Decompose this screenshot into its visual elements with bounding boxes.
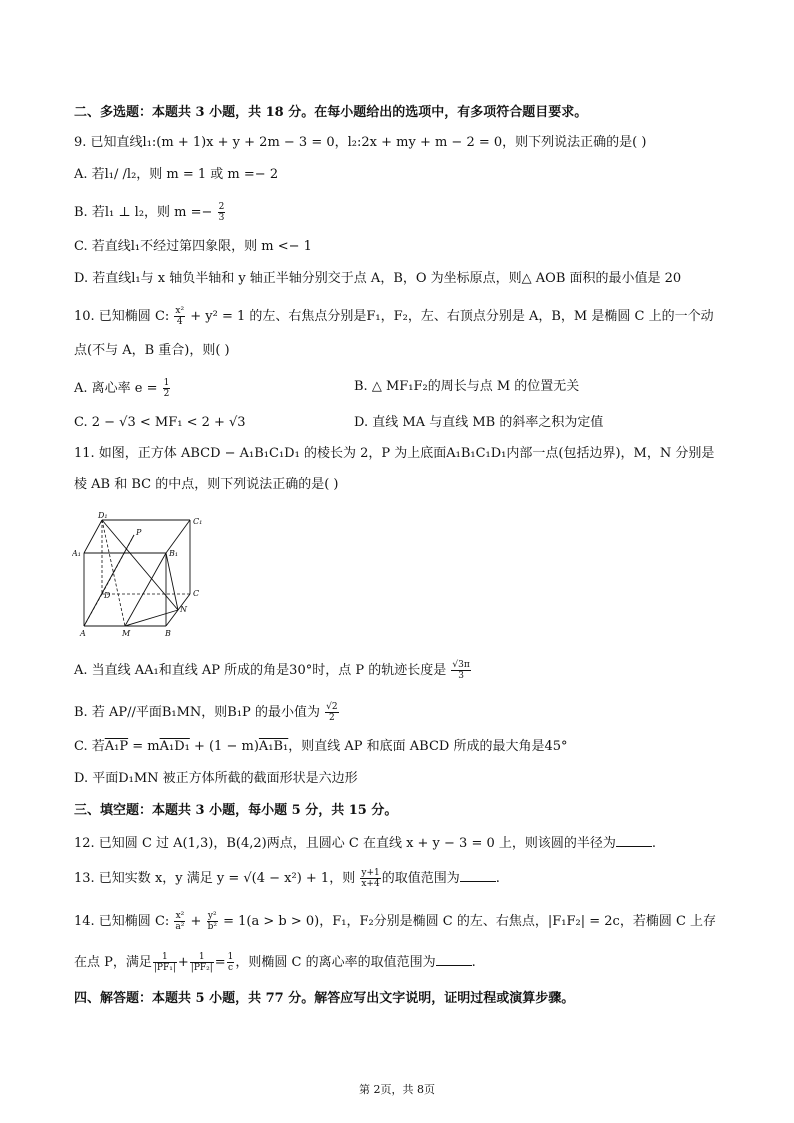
- q11-option-b-text: B. 若 AP//平面B₁MN，则B₁P 的最小值为: [74, 705, 320, 720]
- q10-option-c: C. 2 − √3 < MF₁ < 2 + √3: [74, 415, 246, 430]
- q11-option-c-mid1: = m: [128, 739, 160, 754]
- fraction-numerator: x²: [175, 306, 185, 316]
- edge-d1a1: [84, 520, 102, 553]
- vector-a1p: A₁P: [104, 739, 129, 754]
- fraction-denominator: |PF₂|: [190, 963, 213, 973]
- fraction-denominator: a²: [175, 922, 185, 932]
- q11-stem-line2: 棱 AB 和 BC 的中点，则下列说法正确的是( ): [74, 477, 339, 492]
- segment-b1n: [166, 553, 178, 610]
- label-b: B: [165, 629, 171, 638]
- fraction-numerator: √3π: [452, 660, 470, 670]
- fraction-numerator: 2: [218, 202, 225, 212]
- q10-option-b: B. △ MF₁F₂的周长与点 M 的位置无关: [354, 379, 580, 394]
- section4-heading: 四、解答题：本题共 5 小题，共 77 分。解答应写出文字说明，证明过程或演算步骤。: [74, 991, 575, 1006]
- q11-stem-line1: 11. 如图，正方体 ABCD − A₁B₁C₁D₁ 的棱长为 2，P 为上底面A₁B₁C₁D₁内部一点(包括边界)，M，N 分别是: [74, 446, 715, 461]
- answer-blank: [460, 869, 496, 882]
- q10-option-a-text: A. 离心率 e =: [74, 381, 158, 396]
- q9-option-b-fraction: [218, 202, 226, 223]
- fraction-denominator: 2: [163, 389, 170, 399]
- q10-option-a: [74, 378, 171, 399]
- q11-option-c-post: ，则直线 AP 和底面 ABCD 所成的最大角是45°: [288, 739, 568, 754]
- q11-option-a-fraction: [451, 660, 470, 681]
- q13-end: .: [495, 871, 500, 886]
- vector-a1d1: A₁D₁: [159, 739, 190, 754]
- q14-fraction-pf1: [153, 952, 177, 973]
- answer-blank: [436, 953, 472, 966]
- q10-stem: [74, 306, 714, 327]
- q14-line1: [74, 911, 716, 932]
- q9-option-b: [74, 202, 226, 223]
- q14-end: .: [471, 955, 476, 970]
- q10-option-d: D. 直线 MA 与直线 MB 的斜率之积为定值: [354, 415, 604, 430]
- fraction-numerator: 1: [190, 952, 214, 963]
- label-p: P: [136, 528, 142, 537]
- q13-fraction: [360, 868, 380, 889]
- q9-option-d: D. 若直线l₁与 x 轴负半轴和 y 轴正半轴分别交于点 A，B，O 为坐标原点，则△ AOB 面积的最小值是 20: [74, 271, 682, 286]
- fraction-denominator: x+4: [361, 879, 380, 889]
- fraction-denominator: b²: [207, 922, 217, 932]
- q14-eq: =: [214, 955, 226, 970]
- cube-figure: [72, 512, 212, 640]
- fraction-denominator: |PF₁|: [153, 963, 176, 973]
- label-d1: D₁: [98, 512, 108, 520]
- q9-stem: 9. 已知直线l₁:(m + 1)x + y + 2m − 3 = 0，l₂:2x + my + m − 2 = 0，则下列说法正确的是( ): [74, 135, 647, 150]
- q10-option-a-fraction: [163, 378, 171, 399]
- q14-fraction-c: [227, 952, 235, 973]
- q11-option-c-pre: C. 若: [74, 739, 105, 754]
- q11-option-c-mid2: + (1 − m): [189, 739, 259, 754]
- q14-pre: 14. 已知椭圆 C:: [74, 914, 170, 929]
- fraction-denominator: 4: [176, 317, 183, 327]
- q11-option-a: [74, 660, 472, 681]
- label-c1: C₁: [193, 517, 203, 526]
- q14-post: = 1(a > b > 0)，F₁，F₂分别是椭圆 C 的左、右焦点，|F₁F₂| = 2c，若椭圆 C 上存: [223, 914, 717, 929]
- q14-plus: +: [190, 914, 202, 929]
- q9-option-b-text: B. 若l₁ ⊥ l₂，则 m =−: [74, 205, 213, 220]
- q10-stem-line2: 点(不与 A，B 重合)，则( ): [74, 343, 230, 358]
- q11-option-d: D. 平面D₁MN 被正方体所截的截面形状是六边形: [74, 771, 358, 786]
- q11-option-a-text: A. 当直线 AA₁和直线 AP 所成的角是30°时，点 P 的轨迹长度是: [74, 663, 447, 678]
- q12: [74, 834, 656, 853]
- q13-post: 的取值范围为: [381, 871, 460, 886]
- q14-line2-pre: 在点 P，满足: [74, 955, 152, 970]
- q12-end: .: [651, 836, 657, 851]
- page-footer: 第 2页，共 8页: [359, 1083, 435, 1096]
- label-a: A: [80, 629, 86, 638]
- q10-stem-pre: 10. 已知椭圆 C:: [74, 309, 170, 324]
- fraction-denominator: 3: [458, 671, 464, 681]
- label-d: D: [104, 591, 111, 600]
- section3-heading: 三、填空题：本题共 3 小题，每小题 5 分，共 15 分。: [74, 803, 398, 818]
- fraction-numerator: 1: [163, 378, 170, 388]
- fraction-denominator: 3: [218, 213, 225, 223]
- label-c: C: [193, 589, 200, 598]
- q14-fraction-x: [174, 911, 185, 932]
- q11-option-b-fraction: [325, 702, 338, 723]
- fraction-numerator: y+1: [361, 868, 380, 878]
- fraction-numerator: 1: [153, 952, 177, 963]
- q13: [74, 868, 500, 889]
- q13-pre: 13. 已知实数 x，y 满足 y = √(4 − x²) + 1，则: [74, 871, 356, 886]
- label-n: N: [180, 605, 187, 614]
- label-m: M: [122, 629, 131, 638]
- fraction-numerator: 1: [227, 952, 234, 962]
- answer-blank: [616, 834, 652, 847]
- fraction-numerator: √2: [326, 702, 338, 712]
- q14-line2: 在点 P，满足 $\frac{1}{\text{|PF₁|}}$ + $\frac{1}{\text{|PF₂|}}$ = $\frac{1}{c}$ ，则椭圆 C 的离心率的取值范围为 .: [74, 952, 476, 973]
- vector-a1b1: A₁B₁: [258, 739, 289, 754]
- q10-stem-fraction: [174, 306, 185, 327]
- q14-fraction-pf2: [190, 952, 214, 973]
- q9-option-c: C. 若直线l₁不经过第四象限，则 m <− 1: [74, 239, 312, 254]
- fraction-denominator: c: [228, 963, 234, 973]
- q12-text: 12. 已知圆 C 过 A(1,3)，B(4,2)两点，且圆心 C 在直线 x + y − 3 = 0 上，则该圆的半径为: [74, 836, 616, 851]
- label-a1: A₁: [72, 549, 81, 558]
- label-b1: B₁: [169, 549, 179, 558]
- fraction-numerator: x²: [175, 911, 185, 921]
- section2-heading: 二、多选题：本题共 3 小题，共 18 分。在每小题给出的选项中，有多项符合题目要求。: [74, 105, 588, 120]
- q10-stem-post: + y² = 1 的左、右焦点分别是F₁，F₂，左、右顶点分别是 A，B，M 是椭圆 C 上的一个动: [190, 309, 714, 324]
- q9-option-a: A. 若l₁/ /l₂，则 m = 1 或 m =− 2: [74, 167, 279, 182]
- q14-line2-post: ，则椭圆 C 的离心率的取值范围为: [235, 955, 436, 970]
- q11-option-c: [74, 738, 568, 756]
- fraction-denominator: 2: [328, 713, 335, 723]
- q11-option-b: [74, 702, 340, 723]
- q14-fraction-y: [207, 911, 218, 932]
- fraction-numerator: y²: [207, 911, 217, 921]
